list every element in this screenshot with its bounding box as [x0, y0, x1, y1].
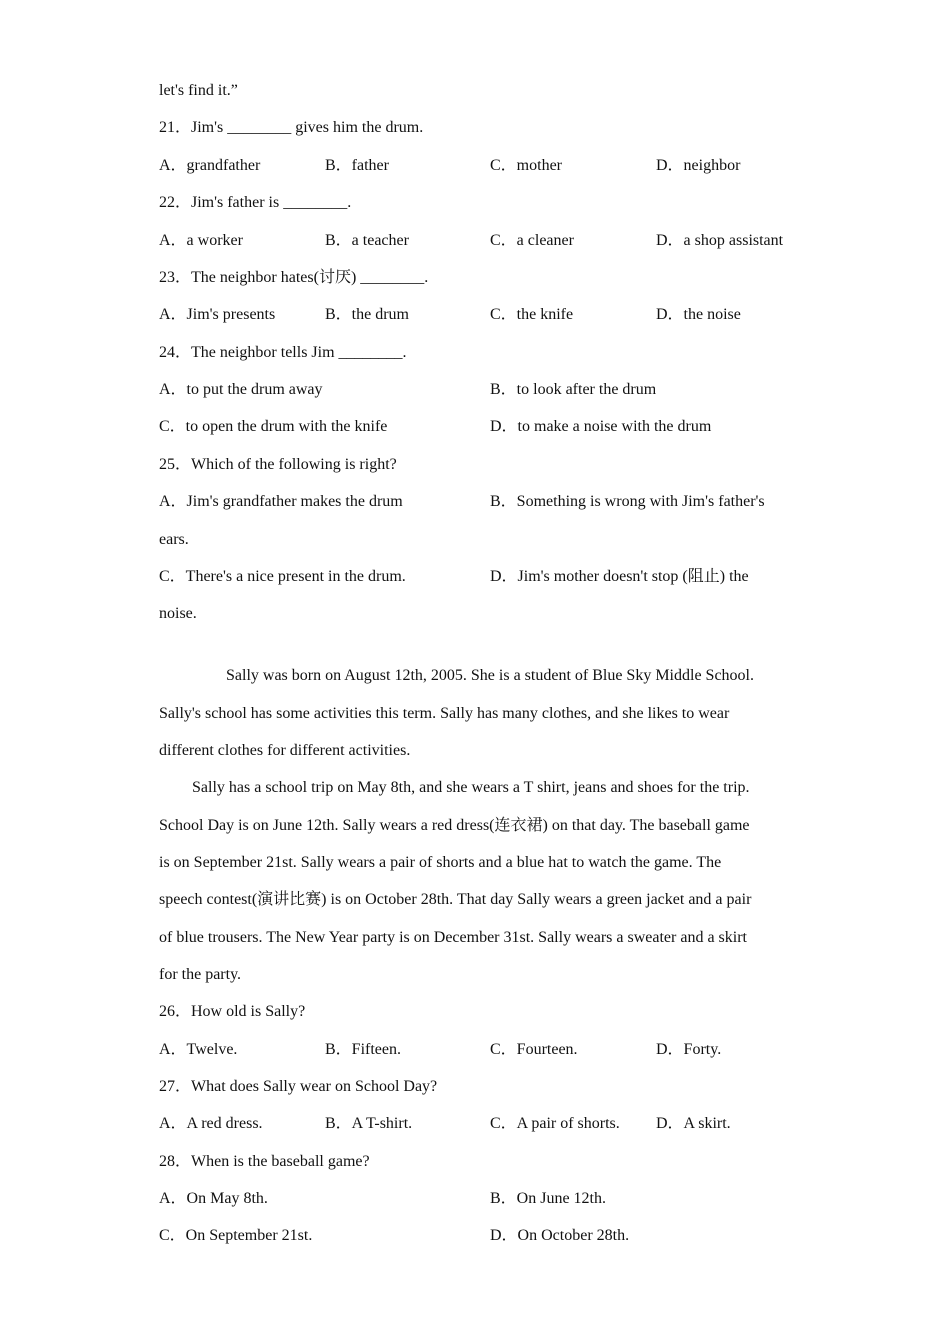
q25-option-c: C．There's a nice present in the drum. — [159, 568, 406, 585]
q25-option-d: D．Jim's mother doesn't stop (阻止) the — [490, 568, 749, 585]
question-26: 26．How old is Sally? — [159, 1003, 306, 1020]
passage-line: let's find it.” — [159, 82, 238, 99]
q28-option-c: C．On September 21st. — [159, 1227, 313, 1244]
q24-option-a: A．to put the drum away — [159, 381, 323, 398]
passage-line: speech contest(演讲比赛) is on October 28th. That day Sally wears a green jacket and a pair — [159, 891, 752, 908]
q26-option-c: C．Fourteen. — [490, 1041, 578, 1058]
passage-line: Sally's school has some activities this term. Sally has many clothes, and she likes to wear — [159, 705, 730, 722]
passage-line: different clothes for different activities. — [159, 742, 411, 759]
q27-option-b: B．A T-shirt. — [325, 1115, 413, 1132]
q27-option-d: D．A skirt. — [656, 1115, 731, 1132]
q22-option-d: D．a shop assistant — [656, 232, 784, 249]
question-27: 27．What does Sally wear on School Day? — [159, 1078, 438, 1095]
q23-option-c: C．the knife — [490, 306, 574, 323]
q27-option-c: C．A pair of shorts. — [490, 1115, 620, 1132]
q23-option-a: A．Jim's presents — [159, 306, 276, 323]
q22-option-c: C．a cleaner — [490, 232, 574, 249]
q21-option-b: B．father — [325, 157, 389, 174]
passage-line: of blue trousers. The New Year party is on December 31st. Sally wears a sweater and a skirt — [159, 929, 747, 946]
passage-line: for the party. — [159, 966, 242, 983]
q26-option-b: B．Fifteen. — [325, 1041, 401, 1058]
q24-option-c: C．to open the drum with the knife — [159, 418, 388, 435]
q23-option-d: D．the noise — [656, 306, 741, 323]
question-25: 25．Which of the following is right? — [159, 456, 397, 473]
passage-line: Sally has a school trip on May 8th, and she wears a T shirt, jeans and shoes for the trip. — [192, 779, 750, 796]
passage-line: School Day is on June 12th. Sally wears a red dress(连衣裙) on that day. The baseball game — [159, 817, 750, 834]
q28-option-b: B．On June 12th. — [490, 1190, 607, 1207]
q22-option-b: B．a teacher — [325, 232, 409, 249]
q28-option-a: A．On May 8th. — [159, 1190, 268, 1207]
q25-option-a: A．Jim's grandfather makes the drum — [159, 493, 403, 510]
q21-option-c: C．mother — [490, 157, 562, 174]
q23-option-b: B．the drum — [325, 306, 409, 323]
question-23: 23．The neighbor hates(讨厌) ________. — [159, 269, 429, 286]
q24-option-d: D．to make a noise with the drum — [490, 418, 712, 435]
q25-option-b: B．Something is wrong with Jim's father's — [490, 493, 765, 510]
q26-option-a: A．Twelve. — [159, 1041, 238, 1058]
passage-line: is on September 21st. Sally wears a pair of shorts and a blue hat to watch the game. The — [159, 854, 722, 871]
q27-option-a: A．A red dress. — [159, 1115, 263, 1132]
q26-option-d: D．Forty. — [656, 1041, 722, 1058]
question-24: 24．The neighbor tells Jim ________. — [159, 344, 407, 361]
q25-option-b-continued: ears. — [159, 531, 189, 548]
q21-option-d: D．neighbor — [656, 157, 741, 174]
question-21: 21．Jim's ________ gives him the drum. — [159, 119, 424, 136]
q24-option-b: B．to look after the drum — [490, 381, 657, 398]
q21-option-a: A．grandfather — [159, 157, 261, 174]
passage-line: Sally was born on August 12th, 2005. She is a student of Blue Sky Middle School. — [226, 667, 754, 684]
question-22: 22．Jim's father is ________. — [159, 194, 352, 211]
question-28: 28．When is the baseball game? — [159, 1153, 370, 1170]
q25-option-d-continued: noise. — [159, 605, 197, 622]
q22-option-a: A．a worker — [159, 232, 243, 249]
q28-option-d: D．On October 28th. — [490, 1227, 630, 1244]
